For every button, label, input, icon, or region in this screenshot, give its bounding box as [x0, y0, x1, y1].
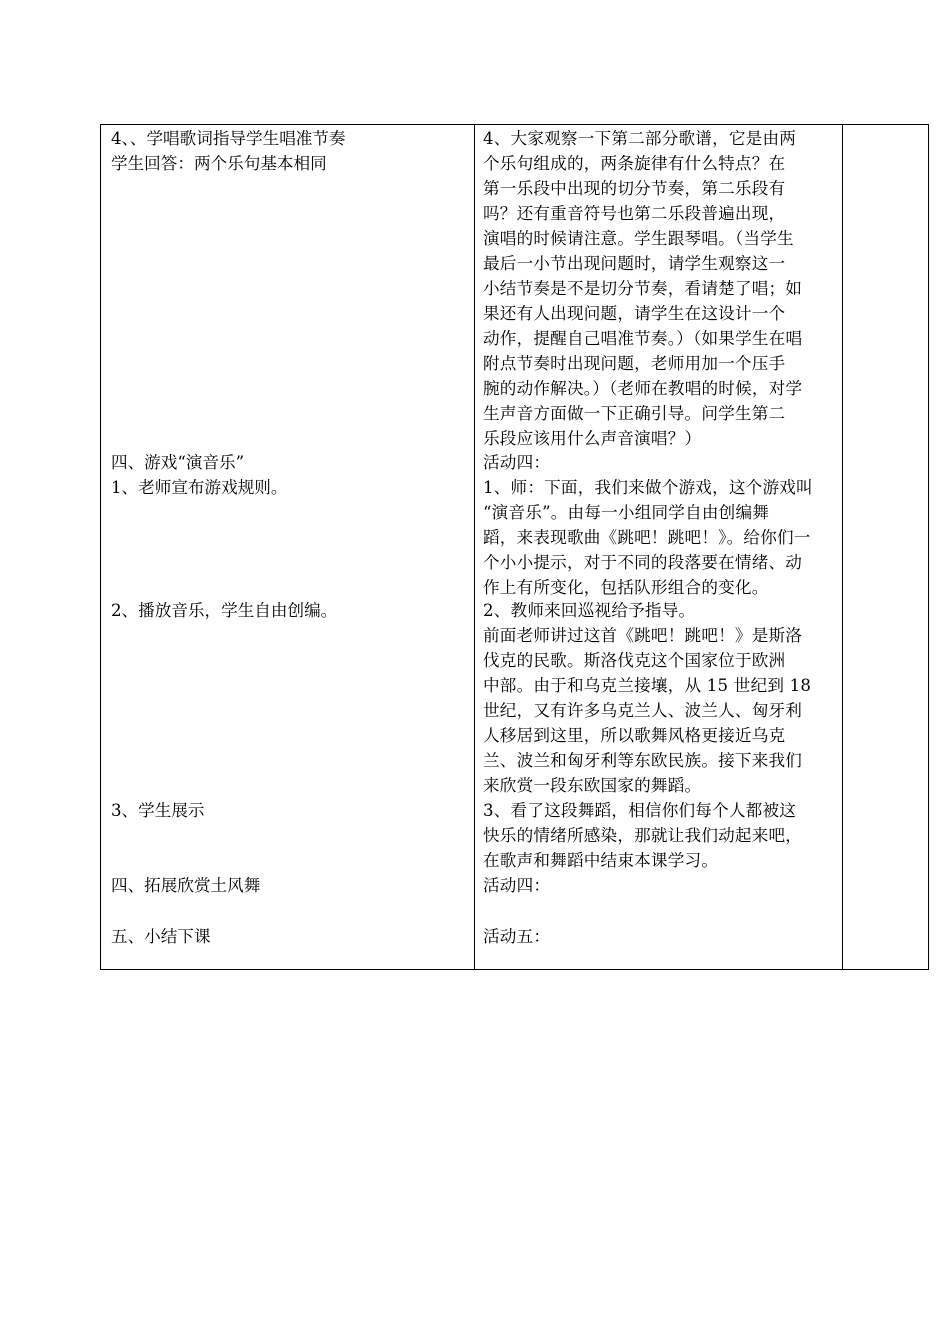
middle-cell-line: 最后一小节出现问题时，请学生观察这一	[483, 254, 786, 273]
column-divider	[474, 125, 475, 969]
middle-cell-line: 4、大家观察一下第二部分歌谱，它是由两	[483, 129, 797, 148]
left-cell-line: 学生回答：两个乐句基本相同	[111, 154, 327, 173]
left-cell-line: 五、小结下课	[111, 927, 211, 946]
middle-cell-line: 个乐句组成的，两条旋律有什么特点？在	[483, 154, 786, 173]
middle-cell-line: 兰、波兰和匈牙利等东欧民族。接下来我们	[483, 751, 803, 770]
middle-cell-line: 活动五：	[483, 927, 551, 946]
middle-cell-line: 活动四：	[483, 453, 551, 472]
middle-cell-line: 人移居到这里，所以歌舞风格更接近乌克	[483, 726, 786, 745]
middle-cell-line: 前面老师讲过这首《跳吧！跳吧！》是斯洛	[483, 626, 803, 645]
middle-cell-line: 生声音方面做一下正确引导。问学生第二	[483, 404, 786, 423]
left-cell-line: 2、播放音乐，学生自由创编。	[111, 601, 338, 620]
middle-cell-line: 蹈，来表现歌曲《跳吧！跳吧！》。给你们一	[483, 528, 811, 547]
middle-cell-line: 活动四：	[483, 876, 551, 895]
middle-cell-line: 来欣赏一段东欧国家的舞蹈。	[483, 776, 702, 795]
left-cell-line: 4、、学唱歌词指导学生唱准节奏	[111, 129, 346, 148]
middle-cell-line: 果还有人出现问题，请学生在这设计一个	[483, 304, 786, 323]
left-cell-line: 1、老师宣布游戏规则。	[111, 478, 288, 497]
middle-cell-line: 小结节奏是不是切分节奏，看请楚了唱；如	[483, 279, 803, 298]
left-cell-line: 3、学生展示	[111, 801, 205, 820]
middle-cell-line: 中部。由于和乌克兰接壤，从 15 世纪到 18	[483, 676, 812, 695]
middle-cell-line: 动作，提醒自己唱准节奏。）（如果学生在唱	[483, 329, 803, 348]
middle-cell-line: 1、师：下面，我们来做个游戏，这个游戏叫	[483, 478, 813, 497]
middle-cell-line: 个小小提示，对于不同的段落要在情绪、动	[483, 553, 803, 572]
left-cell-line: 四、拓展欣赏土风舞	[111, 876, 261, 895]
middle-cell-line: 作上有所变化，包括队形组合的变化。	[483, 578, 769, 597]
column-divider	[842, 125, 843, 969]
middle-cell-line: “演音乐”。由每一小组同学自由创编舞	[483, 503, 770, 522]
middle-cell-line: 腕的动作解决。）（老师在教唱的时候，对学	[483, 379, 803, 398]
middle-cell-line: 乐段应该用什么声音演唱？）	[483, 429, 702, 448]
middle-cell-line: 世纪，又有许多乌克兰人、波兰人、匈牙利	[483, 701, 803, 720]
middle-cell-line: 在歌声和舞蹈中结束本课学习。	[483, 851, 719, 870]
middle-cell-line: 2、教师来回巡视给予指导。	[483, 601, 696, 620]
left-cell-line: 四、游戏“演音乐”	[111, 453, 245, 472]
lesson-plan-table	[100, 124, 929, 970]
middle-cell-line: 附点节奏时出现问题，老师用加一个压手	[483, 354, 786, 373]
middle-cell-line: 伐克的民歌。斯洛伐克这个国家位于欧洲	[483, 651, 786, 670]
middle-cell-line: 3、看了这段舞蹈，相信你们每个人都被这	[483, 801, 797, 820]
middle-cell-line: 演唱的时候请注意。学生跟琴唱。（当学生	[483, 229, 794, 248]
middle-cell-line: 吗？还有重音符号也第二乐段普遍出现，	[483, 204, 786, 223]
middle-cell-line: 快乐的情绪所感染，那就让我们动起来吧，	[483, 826, 803, 845]
middle-cell-line: 第一乐段中出现的切分节奏，第二乐段有	[483, 179, 786, 198]
